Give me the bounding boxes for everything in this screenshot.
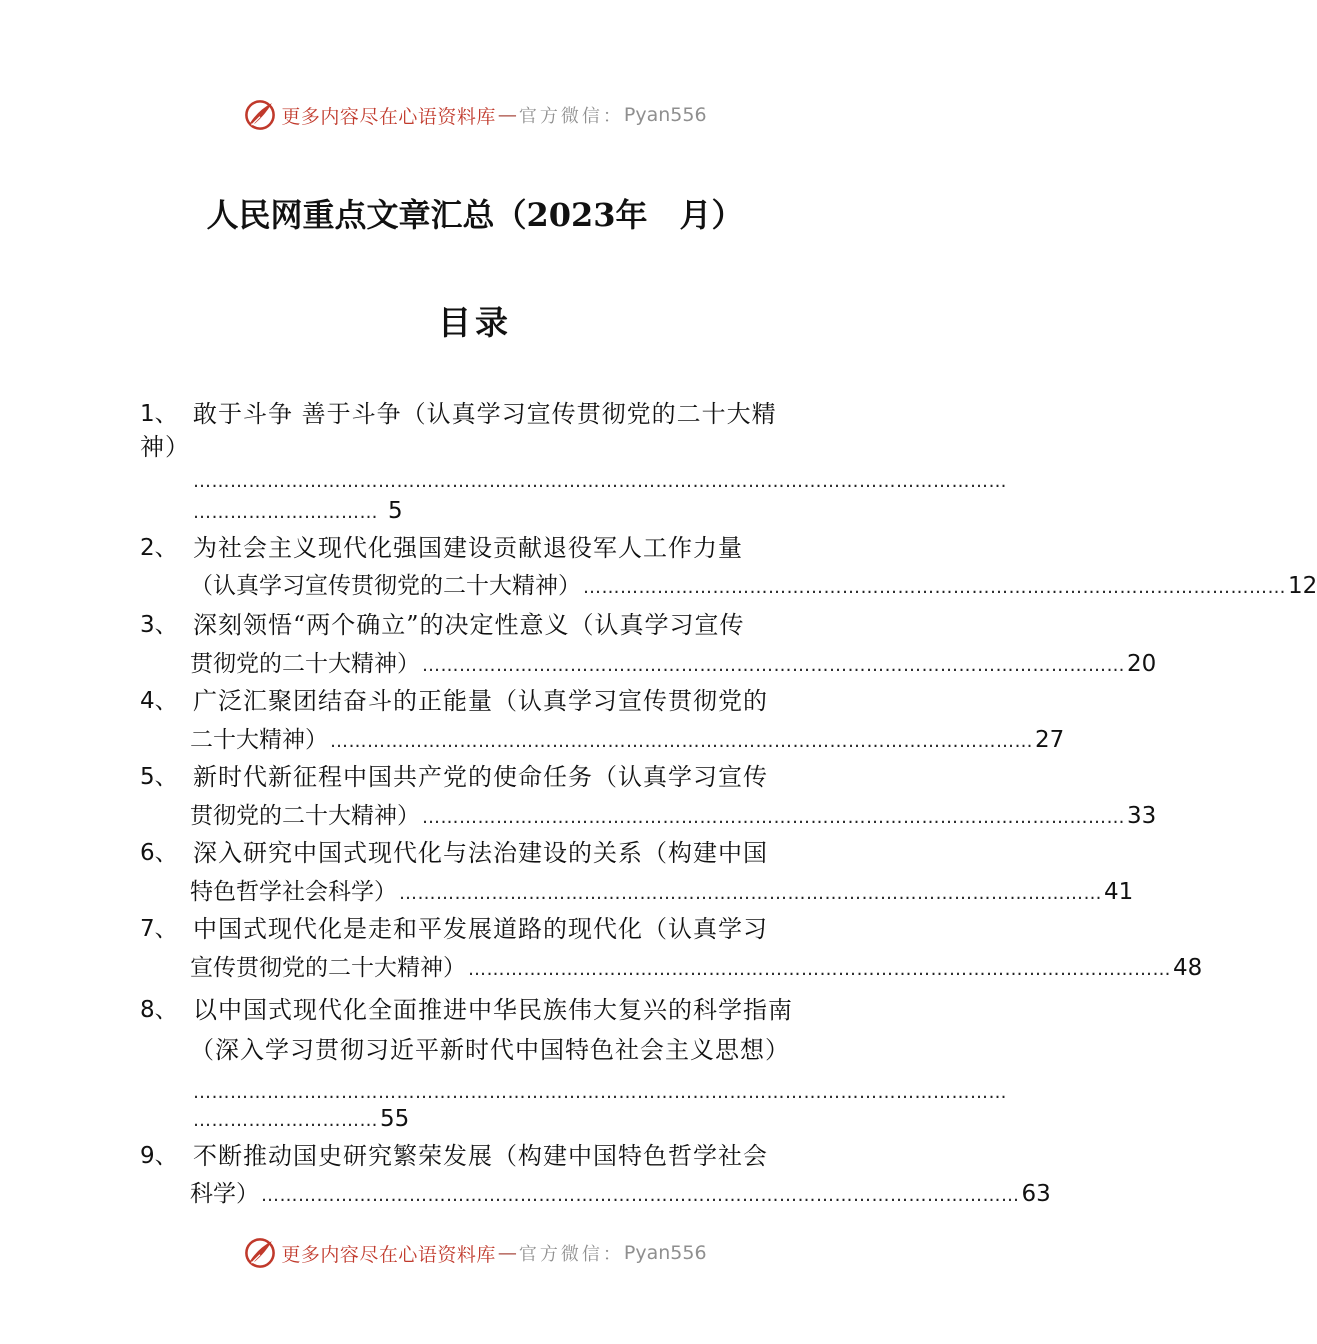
toc-entry-number: 1、	[140, 401, 178, 427]
watermark-wechat-id: Pyan556	[623, 104, 707, 126]
toc-leader-dots: ……………………………………………………………………………………………………………………	[193, 471, 1007, 492]
toc-entry-title-line1: 为社会主义现代化强国建设贡献退役军人工作力量	[193, 534, 743, 562]
toc-entry-page: 63	[1021, 1181, 1051, 1207]
watermark-official-label: 官方微信：	[518, 106, 624, 127]
toc-entry-page: 55	[380, 1106, 410, 1132]
quill-pen-logo-icon	[243, 98, 277, 132]
toc-entry-title-line1: 敢于斗争 善于斗争（认真学习宣传贯彻党的二十大精	[193, 400, 777, 428]
watermark-separator: —	[497, 1242, 517, 1264]
toc-entry-title-line1: 深入研究中国式现代化与法治建设的关系（构建中国	[193, 839, 768, 867]
toc-leader-dots: ……………………………………………………………………………………………………	[583, 577, 1286, 598]
toc-entry-number: 3、	[140, 612, 178, 638]
toc-entry-title-line1: 以中国式现代化全面推进中华民族伟大复兴的科学指南	[193, 996, 793, 1024]
toc-entry-page: 41	[1104, 879, 1134, 905]
toc-entry-title-line2: 科学）	[190, 1181, 259, 1207]
toc-leader-dots: …………………………	[193, 502, 378, 523]
watermark-banner-top	[0, 93, 950, 137]
toc-entry-title-line2: 特色哲学社会科学）	[190, 879, 397, 905]
quill-pen-logo-icon	[243, 1236, 277, 1270]
toc-entry-title-line2: （认真学习宣传贯彻党的二十大精神）	[190, 573, 581, 599]
toc-entry-number: 5、	[140, 764, 178, 790]
toc-leader-dots: ……………………………………………………………………………………………………	[422, 655, 1125, 676]
toc-entry-page: 5	[388, 498, 403, 524]
toc-entry-title-line1: 广泛汇聚团结奋斗的正能量（认真学习宣传贯彻党的	[193, 687, 768, 715]
toc-entry-page: 12	[1288, 573, 1317, 599]
toc-leader-dots: ……………………………………………………………………………………………………	[422, 807, 1125, 828]
toc-entry-title-line2: 二十大精神）	[190, 727, 328, 753]
watermark-separator: —	[497, 104, 517, 126]
toc-leader-dots: ……………………………………………………………………………………………………………	[261, 1185, 1020, 1206]
toc-entry-number: 9、	[140, 1143, 178, 1169]
toc-entry-title-line2: 神）	[140, 433, 190, 461]
watermark-wechat-id: Pyan556	[623, 1242, 707, 1264]
toc-leader-dots: ……………………………………………………………………………………………………	[330, 731, 1033, 752]
toc-entry-page: 33	[1127, 803, 1157, 829]
toc-entry-title-line1: 深刻领悟“两个确立”的决定性意义（认真学习宣传	[193, 611, 745, 639]
toc-leader-dots: …………………………	[193, 1110, 378, 1131]
watermark-text: 更多内容尽在心语资料库	[281, 1243, 496, 1266]
toc-entry-page: 20	[1127, 651, 1157, 677]
toc-entry-number: 4、	[140, 688, 178, 714]
toc-entry-title-line1: 新时代新征程中国共产党的使命任务（认真学习宣传	[193, 763, 768, 791]
toc-entry-page: 27	[1035, 727, 1065, 753]
watermark-official-label: 官方微信：	[518, 1244, 624, 1265]
toc-entry-number: 8、	[140, 997, 178, 1023]
toc-entry-number: 2、	[140, 535, 178, 561]
toc-entry-number: 6、	[140, 840, 178, 866]
toc-entry-title-line2: （深入学习贯彻习近平新时代中国特色社会主义思想）	[190, 1036, 790, 1064]
toc-entry-title-line1: 不断推动国史研究繁荣发展（构建中国特色哲学社会	[193, 1142, 768, 1170]
toc-entry-title-line2: 贯彻党的二十大精神）	[190, 651, 420, 677]
toc-entry-number: 7、	[140, 916, 178, 942]
toc-entry-title-line2: 贯彻党的二十大精神）	[190, 803, 420, 829]
watermark-banner-bottom	[0, 1231, 950, 1275]
toc-heading: 目录	[438, 303, 512, 342]
toc-entry-page: 48	[1173, 955, 1203, 981]
toc-entry-title-line1: 中国式现代化是走和平发展道路的现代化（认真学习	[193, 915, 768, 943]
toc-leader-dots: ……………………………………………………………………………………………………………………	[193, 1082, 1007, 1103]
document-title: 人民网重点文章汇总（2023年 月）	[206, 196, 744, 234]
toc-leader-dots: ……………………………………………………………………………………………………	[468, 959, 1171, 980]
watermark-text: 更多内容尽在心语资料库	[281, 105, 496, 128]
toc-leader-dots: ……………………………………………………………………………………………………	[399, 883, 1102, 904]
toc-entry-title-line2: 宣传贯彻党的二十大精神）	[190, 955, 466, 981]
